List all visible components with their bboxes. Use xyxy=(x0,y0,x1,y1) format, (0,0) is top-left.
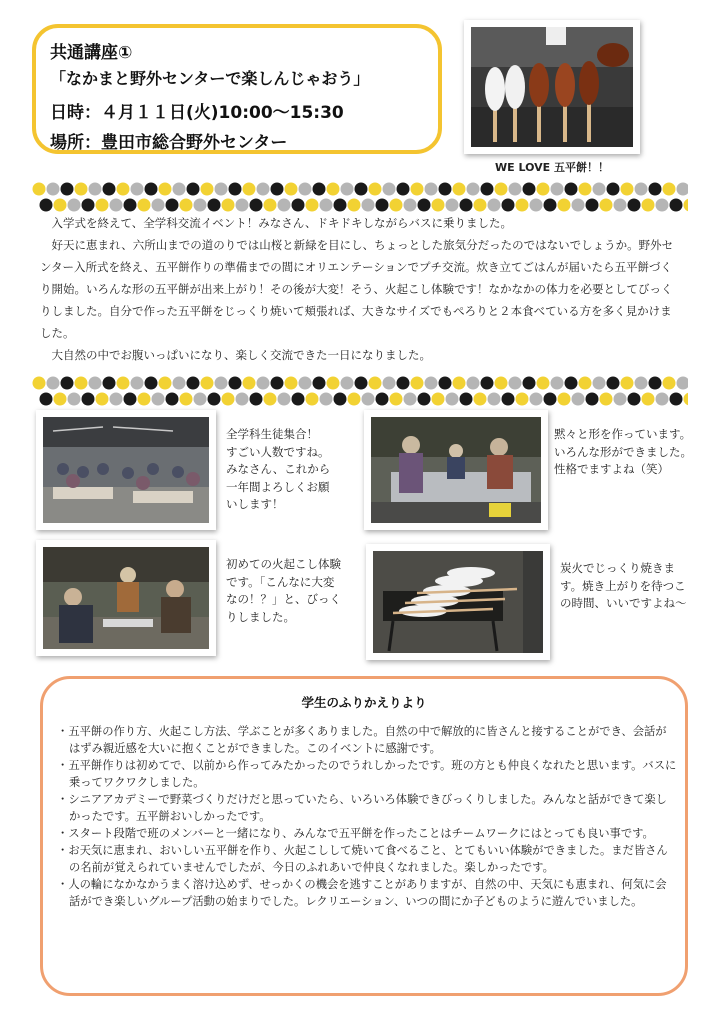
dot xyxy=(642,199,655,212)
dot xyxy=(138,199,151,212)
dot xyxy=(208,393,221,406)
dot xyxy=(327,183,340,196)
dot xyxy=(635,377,648,390)
dot xyxy=(593,377,606,390)
dot xyxy=(208,199,221,212)
dot xyxy=(684,199,689,212)
dot xyxy=(33,183,46,196)
dot xyxy=(292,199,305,212)
dot xyxy=(383,377,396,390)
dot xyxy=(47,183,60,196)
dot xyxy=(61,183,74,196)
dot xyxy=(159,377,172,390)
dot xyxy=(89,183,102,196)
dot xyxy=(313,183,326,196)
dot xyxy=(579,377,592,390)
dot xyxy=(341,377,354,390)
dotted-divider-middle xyxy=(32,374,688,408)
grilling-photo xyxy=(366,544,550,660)
dot xyxy=(180,199,193,212)
fire-making-image xyxy=(43,547,209,649)
dot xyxy=(236,393,249,406)
dot xyxy=(544,199,557,212)
shaping-photo xyxy=(364,410,548,530)
dot xyxy=(376,393,389,406)
dot xyxy=(677,377,689,390)
dot xyxy=(292,393,305,406)
dot xyxy=(75,183,88,196)
dot xyxy=(320,199,333,212)
dot xyxy=(642,393,655,406)
dot xyxy=(194,393,207,406)
dot xyxy=(131,377,144,390)
dot xyxy=(61,377,74,390)
dot xyxy=(229,377,242,390)
dot xyxy=(54,393,67,406)
dot xyxy=(334,393,347,406)
gathering-photo xyxy=(36,410,216,530)
dot xyxy=(593,183,606,196)
dot xyxy=(194,199,207,212)
dot xyxy=(565,183,578,196)
grilling-image xyxy=(373,551,543,653)
reflection-item: ・ スタート段階で班のメンバーと一緒になり、みんなで五平餅を作ったことはチームワークにはとっても良い事です。 xyxy=(57,825,677,842)
dot xyxy=(131,183,144,196)
dot xyxy=(166,393,179,406)
dot xyxy=(635,183,648,196)
dot xyxy=(411,183,424,196)
dot xyxy=(453,377,466,390)
dot xyxy=(537,183,550,196)
gohei-mochi-photo xyxy=(464,20,640,154)
dot xyxy=(173,377,186,390)
photo-caption-we-love: WE LOVE 五平餅！！ xyxy=(494,161,609,174)
dot xyxy=(89,377,102,390)
dot xyxy=(628,199,641,212)
dot xyxy=(460,393,473,406)
reflection-item: ・ シニアアカデミーで野菜づくりだけだと思っていたら、いろいろ体験できびっくりしました。みんなと話ができて楽しかったです。五平餅おいしかったです。 xyxy=(57,791,677,825)
dot xyxy=(516,199,529,212)
dot xyxy=(677,183,689,196)
dot xyxy=(40,393,53,406)
dotted-divider-graphic xyxy=(32,374,688,408)
dot xyxy=(187,183,200,196)
dot xyxy=(103,377,116,390)
dot xyxy=(418,199,431,212)
dot xyxy=(628,393,641,406)
dot xyxy=(530,393,543,406)
dot xyxy=(439,183,452,196)
dot xyxy=(586,393,599,406)
dot xyxy=(222,199,235,212)
dot xyxy=(488,393,501,406)
dot xyxy=(47,377,60,390)
dot xyxy=(299,377,312,390)
dot xyxy=(523,183,536,196)
dot xyxy=(607,377,620,390)
dot xyxy=(656,199,669,212)
dot xyxy=(159,183,172,196)
dot xyxy=(285,183,298,196)
shaping-image xyxy=(371,417,541,523)
dot xyxy=(397,183,410,196)
dot xyxy=(243,377,256,390)
dot xyxy=(82,199,95,212)
reflection-item: ・ お天気に恵まれ、おいしい五平餅を作り、火起こしして焼いて食べること、とてもいい体験ができました。まだ皆さんの名前が覚えられていませんでしたが、今日のふれあいで仲良くなれました。楽しかったです。 xyxy=(57,842,677,876)
dot xyxy=(684,393,689,406)
intro-paragraph: 好天に恵まれ、六所山までの道のりでは山桜と新緑を目にし、ちょっとした旅気分だったのではないでしょうか。野外センター入所式を終え、五平餅作りの準備までの間にオリエンテーションでプチ交流。炊き立てごはんが届いたら五平餅づくり開始。いろんな形の五平餅が出来上がり！その後が大変！そう、火起こし体験です！なかなかの体力を必要としてびっくりしました。自分で作った五平餅をじっくり焼いて頬張れば、大きなサイズでもぺろりと２本食べている方を多く見かけました。 xyxy=(40,238,674,340)
intro-paragraph: 入学式を終えて、全学科交流イベント！みなさん、ドキドキしながらバスに乗りました。 xyxy=(40,216,512,230)
reflection-item: ・ 五平餅の作り方、火起こし方法、学ぶことが多くありました。自然の中で解放的に皆さんと接することができ、会話がはずみ親近感を大いに抱くことができました。このイベントに感謝です。 xyxy=(57,723,677,757)
intro-text xyxy=(40,212,680,366)
dot xyxy=(516,393,529,406)
event-date: 日時：４月１１日(火)10:00～15:30 xyxy=(50,103,344,123)
dot xyxy=(278,393,291,406)
dot xyxy=(82,393,95,406)
dot xyxy=(397,377,410,390)
dot xyxy=(68,393,81,406)
dot xyxy=(614,199,627,212)
dot xyxy=(117,377,130,390)
dot xyxy=(40,199,53,212)
dot xyxy=(663,377,676,390)
dot xyxy=(348,393,361,406)
dot xyxy=(572,199,585,212)
dot xyxy=(250,199,263,212)
dot xyxy=(467,183,480,196)
dot xyxy=(383,183,396,196)
dot xyxy=(362,393,375,406)
dot xyxy=(502,393,515,406)
dot xyxy=(369,183,382,196)
dot xyxy=(75,377,88,390)
dot xyxy=(250,393,263,406)
dot xyxy=(124,393,137,406)
dot xyxy=(299,183,312,196)
dot xyxy=(187,377,200,390)
dot xyxy=(327,377,340,390)
dot xyxy=(404,199,417,212)
dot xyxy=(320,393,333,406)
dot xyxy=(425,183,438,196)
dot xyxy=(145,183,158,196)
event-title: 「なかまと野外センターで楽しんじゃおう」 xyxy=(50,69,370,88)
dot xyxy=(313,377,326,390)
dot xyxy=(551,183,564,196)
dot xyxy=(355,377,368,390)
dot xyxy=(565,377,578,390)
dot xyxy=(481,377,494,390)
dot xyxy=(236,199,249,212)
dot xyxy=(96,393,109,406)
dot xyxy=(418,393,431,406)
event-title-box xyxy=(32,24,442,154)
fire-making-caption: 初めての火起こし体験 です。「こんなに大変 なの！？」と、びっく りしました。 xyxy=(226,557,341,624)
dot xyxy=(376,199,389,212)
dot xyxy=(103,183,116,196)
dot xyxy=(439,377,452,390)
dot xyxy=(201,183,214,196)
dot xyxy=(362,199,375,212)
dot xyxy=(138,393,151,406)
reflections-title: 学生のふりかえりより xyxy=(301,695,427,710)
dot xyxy=(278,199,291,212)
dot xyxy=(124,199,137,212)
dot xyxy=(110,393,123,406)
dot xyxy=(600,393,613,406)
dot xyxy=(446,393,459,406)
dot xyxy=(537,377,550,390)
dot xyxy=(110,199,123,212)
dot xyxy=(96,199,109,212)
dot xyxy=(446,199,459,212)
dot xyxy=(586,199,599,212)
dot xyxy=(68,199,81,212)
dot xyxy=(670,199,683,212)
dot xyxy=(369,377,382,390)
dot xyxy=(215,377,228,390)
dot xyxy=(523,377,536,390)
dot xyxy=(215,183,228,196)
dot xyxy=(229,183,242,196)
course-label: 共通講座① xyxy=(50,43,133,63)
dot xyxy=(264,393,277,406)
dot xyxy=(432,199,445,212)
dot xyxy=(488,199,501,212)
dot xyxy=(474,393,487,406)
dot xyxy=(166,199,179,212)
dot xyxy=(271,377,284,390)
dot xyxy=(670,393,683,406)
dot xyxy=(257,183,270,196)
dot xyxy=(390,199,403,212)
dot xyxy=(243,183,256,196)
gohei-mochi-image xyxy=(471,27,633,147)
dot xyxy=(495,377,508,390)
reflections-list xyxy=(57,723,677,910)
grilling-caption: 炭火でじっくり焼きま す。焼き上がりを待つこ の時間、いいですよね～ xyxy=(560,561,687,610)
dot xyxy=(152,199,165,212)
gathering-caption: 全学科生徒集合！ すごい人数ですね。 みなさん、これから 一年間よろしくお願 いします！ xyxy=(226,427,331,511)
dot xyxy=(502,199,515,212)
dot xyxy=(54,199,67,212)
dot xyxy=(509,183,522,196)
dot xyxy=(341,183,354,196)
dotted-divider-top xyxy=(32,180,688,214)
reflection-item: ・ 五平餅作りは初めてで、以前から作ってみたかったのでうれしかったです。班の方とも仲良くなれたと思います。バスに乗ってワクワクしました。 xyxy=(57,757,677,791)
dot xyxy=(481,183,494,196)
event-place: 場所：豊田市総合野外センター xyxy=(50,133,288,153)
dot xyxy=(117,183,130,196)
dot xyxy=(509,377,522,390)
dot xyxy=(572,393,585,406)
dot xyxy=(257,377,270,390)
dot xyxy=(621,183,634,196)
dot xyxy=(432,393,445,406)
dot xyxy=(649,183,662,196)
intro-paragraph: 大自然の中でお腹いっぱいになり、楽しく交流できた一日になりました。 xyxy=(40,348,431,362)
student-reflections-box xyxy=(40,676,688,996)
dot xyxy=(33,377,46,390)
dot xyxy=(551,377,564,390)
dot xyxy=(306,199,319,212)
dot xyxy=(145,377,158,390)
dot xyxy=(579,183,592,196)
dot xyxy=(495,183,508,196)
dot xyxy=(474,199,487,212)
dot xyxy=(425,377,438,390)
dot xyxy=(656,393,669,406)
dot xyxy=(558,393,571,406)
dot xyxy=(271,183,284,196)
dot xyxy=(180,393,193,406)
dot xyxy=(390,393,403,406)
dot xyxy=(404,393,417,406)
dot xyxy=(530,199,543,212)
dot xyxy=(544,393,557,406)
dot xyxy=(222,393,235,406)
dot xyxy=(306,393,319,406)
reflection-item: ・ 人の輪になかなかうまく溶け込めず、せっかくの機会を逃すことがありますが、自然の中、天気にも恵まれ、何気に会話ができ楽しいグループ活動の始まりでした。レクリエーション、いつの間にか子どものように遊んでいました。 xyxy=(57,876,677,910)
dotted-divider-graphic xyxy=(32,180,688,214)
gathering-image xyxy=(43,417,209,523)
dot xyxy=(467,377,480,390)
dot xyxy=(649,377,662,390)
dot xyxy=(152,393,165,406)
dot xyxy=(621,377,634,390)
shaping-caption: 黙々と形を作っています。 いろんな形ができました。 性格でますよね（笑） xyxy=(554,427,692,476)
dot xyxy=(607,183,620,196)
dot xyxy=(334,199,347,212)
dot xyxy=(411,377,424,390)
fire-making-photo xyxy=(36,540,216,656)
dot xyxy=(173,183,186,196)
dot xyxy=(355,183,368,196)
dot xyxy=(348,199,361,212)
dot xyxy=(614,393,627,406)
dot xyxy=(600,199,613,212)
dot xyxy=(264,199,277,212)
dot xyxy=(453,183,466,196)
dot xyxy=(201,377,214,390)
dot xyxy=(558,199,571,212)
dot xyxy=(663,183,676,196)
dot xyxy=(460,199,473,212)
dot xyxy=(285,377,298,390)
